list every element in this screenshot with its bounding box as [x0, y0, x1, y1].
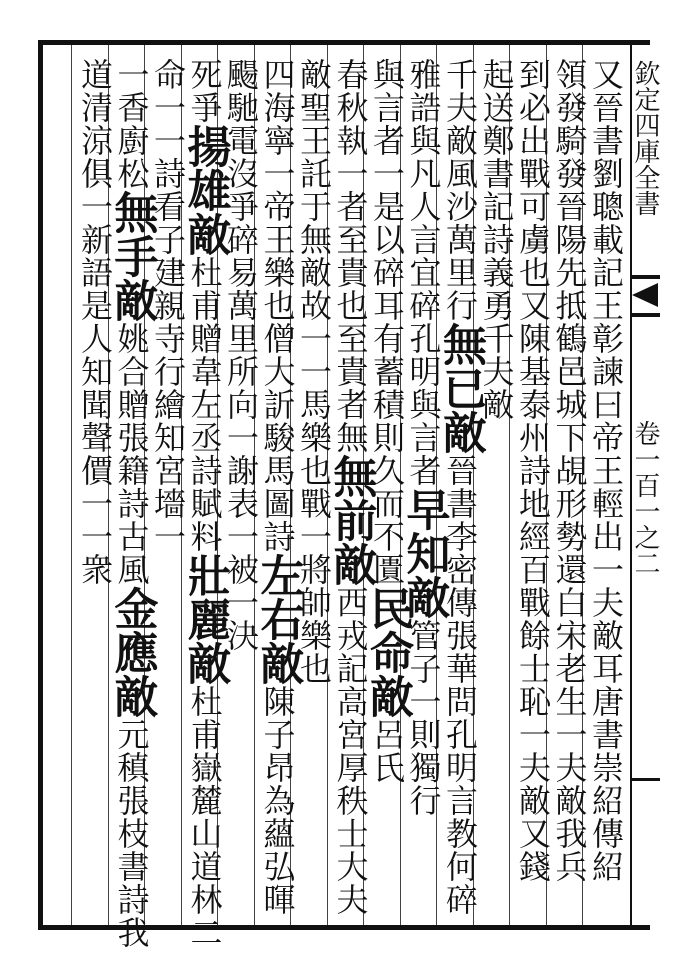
text-segment: 颺馳電沒爭碎易萬里所向一 — [222, 58, 260, 454]
entry-heading: 無手敵 — [106, 190, 158, 322]
fish-tail-bottom-bar — [632, 313, 660, 317]
text-segment: 起送鄭書記詩義勇千夫敵 — [477, 58, 516, 421]
text-segment: 四海寧一帝王樂也僧大訢駿馬圖詩 — [258, 58, 297, 553]
text-segment: 千夫敵風沙萬里行 — [441, 58, 479, 322]
entry-heading: 揚雄敵 — [179, 124, 231, 256]
text-segment: 晉書李密傳張華問孔明言教何碎 — [441, 454, 479, 916]
volume-number: 卷一百一之二 — [630, 420, 660, 576]
text-segment: 雅誥與凡人言宜碎孔明與言者 — [404, 58, 443, 487]
text-segment: 有蓄積則久而不匱 — [368, 322, 406, 586]
fish-tail-mark — [632, 283, 658, 307]
text-column — [73, 58, 117, 586]
text-segment: 又晉書劉聰載記王彰諫曰帝王輕出一夫敵耳唐書崇紹傳紹 — [587, 58, 625, 883]
text-segment: 春秋執一者至貴也至貴者無 — [331, 58, 370, 454]
column-rule — [71, 45, 72, 925]
entry-heading: 無已敵 — [435, 322, 486, 454]
margin-tick — [632, 778, 660, 781]
text-segment: 領發騎發晉陽先抵鶴邑城下覘形勢還白宋老生一夫敵我兵 — [550, 58, 589, 883]
entry-heading: 民命敵 — [362, 586, 413, 718]
entry-heading: 無前敵 — [325, 454, 377, 586]
text-segment: 管子一則獨行 — [404, 619, 443, 817]
text-segment: 西戎記高宮厚秩士大夫 — [331, 586, 370, 916]
text-segment: 寺行繪知宮墻一 — [149, 322, 187, 553]
text-segment: 陳子昂為蘊弘暉 — [258, 685, 297, 916]
text-segment: 謝表一被一決 — [222, 454, 260, 652]
text-segment: 姚合贈張籍詩古風 — [112, 322, 151, 586]
text-segment: 杜甫贈韋左丞詩賦料 — [185, 256, 224, 553]
text-segment: 杜甫嶽麓山道林二 — [185, 685, 224, 949]
text-segment: 到必出戰可虜也又陳基泰州詩地經百戰餘士恥一夫敵又錢 — [514, 58, 552, 883]
collection-title: 欽定四庫全書 — [630, 60, 660, 216]
text-segment: 命一一詩看子建親 — [149, 58, 187, 322]
entry-heading: 早知敵 — [398, 487, 450, 619]
entry-heading: 金應敵 — [106, 586, 158, 718]
entry-heading: 左右敵 — [252, 553, 304, 685]
text-segment: 元稹張枝書詩我 — [112, 718, 151, 949]
fish-tail-top-bar — [632, 275, 660, 279]
text-segment: 與言者一是以碎耳 — [368, 58, 406, 322]
text-segment: 死爭 — [185, 58, 224, 124]
text-segment: 道清涼俱一新語是人知聞聲價一一衆 — [76, 58, 114, 586]
text-segment: 呂氏 — [368, 718, 406, 784]
text-segment: 一香廚松 — [112, 58, 151, 190]
entry-heading: 壯麗敵 — [179, 553, 231, 685]
text-segment: 敵聖王託于無敵故一一馬樂也戰一將帥樂也 — [295, 58, 333, 685]
